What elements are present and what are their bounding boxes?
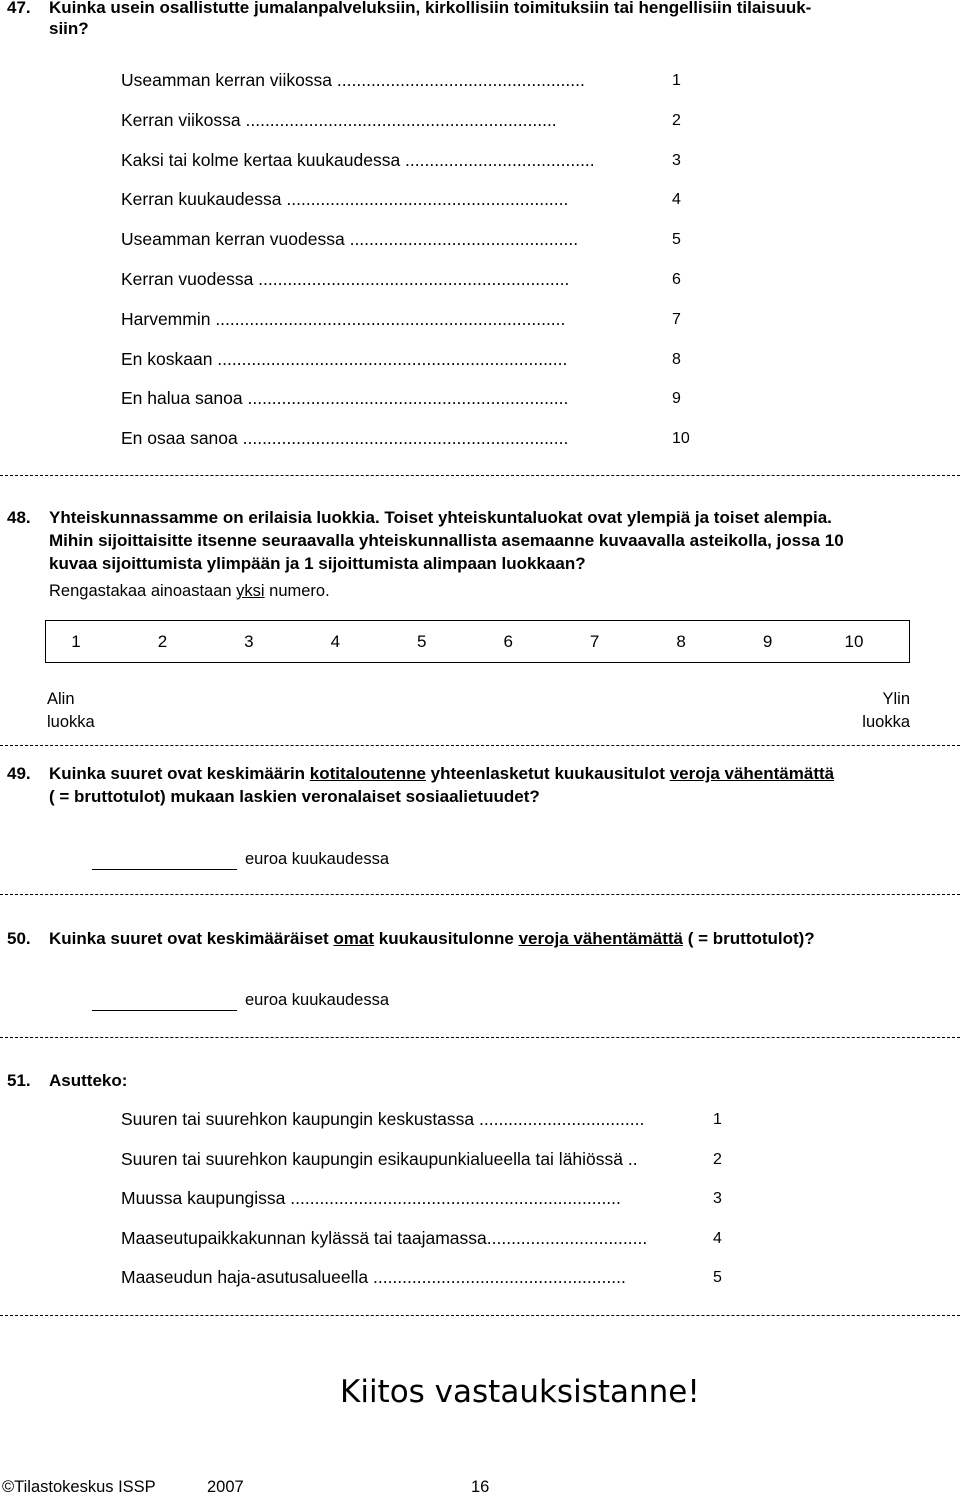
option-code[interactable]: 6 [672, 271, 681, 288]
scale-number[interactable]: 3 [244, 632, 254, 651]
scale-high-label: Ylin luokka [862, 690, 910, 731]
option-label: Suuren tai suurehkon kaupungin keskustassa .................................. [121, 1109, 645, 1129]
question-number: 48. [7, 508, 31, 527]
question-text: Asutteko: [49, 1071, 128, 1090]
question-text-line1: Kuinka suuret ovat keskimäärin kotitaloutenne yhteenlasketut kuukausitulot veroja vähentämättä [49, 764, 835, 783]
unit-label: euroa kuukaudessa [245, 850, 390, 868]
option-label: Kaksi tai kolme kertaa kuukaudessa ....................................... [121, 149, 595, 170]
option-label: Muussa kaupungissa .................................................................... [121, 1188, 621, 1208]
separator [0, 1037, 960, 1038]
unit-label: euroa kuukaudessa [245, 991, 390, 1009]
option-label: Suuren tai suurehkon kaupungin esikaupunkialueella tai lähiössä .. [121, 1148, 638, 1169]
scale-number[interactable]: 2 [157, 632, 168, 651]
question-text-line1: Yhteiskunnassamme on erilaisia luokkia. Toiset yhteiskuntaluokat ovat ylempiä ja toiset alempia. [49, 508, 832, 527]
option-code[interactable]: 7 [672, 310, 681, 328]
page-number: 16 [471, 1478, 490, 1496]
scale-number[interactable]: 10 [844, 632, 864, 651]
option-label: En koskaan ........................................................................ [121, 348, 568, 369]
option-code[interactable]: 5 [713, 1269, 722, 1286]
question-number: 47. [7, 0, 31, 17]
separator [0, 745, 960, 746]
option-code[interactable]: 1 [672, 72, 681, 89]
option-code[interactable]: 1 [713, 1111, 722, 1128]
question-text: Kuinka suuret ovat keskimääräiset omat kuukausitulonne veroja vähentämättä ( = bruttotulot)? [49, 929, 815, 948]
option-code[interactable]: 2 [672, 111, 681, 129]
scale-number[interactable]: 9 [762, 632, 773, 651]
option-label: Useamman kerran viikossa ................................................... [121, 70, 585, 90]
question-text-line2: Mihin sijoittaisitte itsenne seuraavalla yhteiskunnallista asemaanne kuvaavalla asteikolla, jossa 10 [49, 531, 844, 550]
option-label: En osaa sanoa ................................................................... [121, 428, 569, 449]
question-47 [7, 0, 957, 41]
option-label: Kerran vuodessa ................................................................ [121, 269, 570, 289]
option-label: En halua sanoa .................................................................. [121, 388, 569, 409]
separator [0, 894, 960, 895]
scale-low-label: Alin luokka [47, 690, 95, 731]
scale-number[interactable]: 5 [417, 632, 427, 651]
question-number: 50. [7, 929, 31, 948]
question-text-line1: Kuinka usein osallistutte jumalanpalveluksiin, kirkollisiin toimituksiin tai hengellisiin tilaisuuk- [49, 0, 812, 17]
option-code[interactable]: 4 [672, 191, 681, 209]
separator [0, 475, 960, 476]
income-answer-line[interactable] [92, 869, 237, 870]
scale-number[interactable]: 7 [589, 632, 600, 651]
option-code[interactable]: 3 [713, 1190, 722, 1207]
option-code[interactable]: 2 [713, 1150, 722, 1168]
rating-scale [45, 620, 910, 663]
footer-source: ©Tilastokeskus ISSP [2, 1478, 156, 1496]
question-text-line2: siin? [49, 19, 89, 38]
question-text-line2: ( = bruttotulot) mukaan laskien veronalaiset sosiaalietuudet? [49, 787, 540, 806]
option-code[interactable]: 4 [713, 1229, 722, 1247]
scale-number[interactable]: 4 [330, 632, 341, 651]
scale-number[interactable]: 8 [676, 632, 686, 651]
scale-number[interactable]: 6 [503, 632, 513, 651]
option-code[interactable]: 8 [672, 350, 681, 368]
footer-year: 2007 [207, 1478, 244, 1496]
option-code[interactable]: 9 [672, 390, 681, 408]
scale-number[interactable]: 1 [71, 632, 81, 651]
own-income-answer-line[interactable] [92, 1010, 237, 1011]
separator [0, 1315, 960, 1316]
option-code[interactable]: 5 [672, 231, 681, 249]
option-label: Kerran viikossa ................................................................ [121, 109, 557, 130]
option-label: Maaseutupaikkakunnan kylässä tai taajamassa................................. [121, 1227, 648, 1248]
option-code[interactable]: 3 [672, 151, 681, 169]
option-label: Maaseudun haja-asutusalueella .................................................... [121, 1267, 626, 1287]
thank-you-message: Kiitos vastauksistanne! [340, 1374, 700, 1410]
option-code[interactable]: 10 [672, 430, 690, 448]
question-number: 49. [7, 764, 31, 783]
option-label: Harvemmin ........................................................................ [121, 308, 566, 329]
question-number: 51. [7, 1071, 31, 1090]
question-text-line3: kuvaa sijoittumista ylimpään ja 1 sijoittumista alimpaan luokkaan? [49, 554, 586, 573]
option-label: Kerran kuukaudessa .......................................................... [121, 189, 569, 210]
instruction: Rengastakaa ainoastaan yksi numero. [49, 582, 330, 600]
option-label: Useamman kerran vuodessa ............................................... [121, 229, 579, 250]
